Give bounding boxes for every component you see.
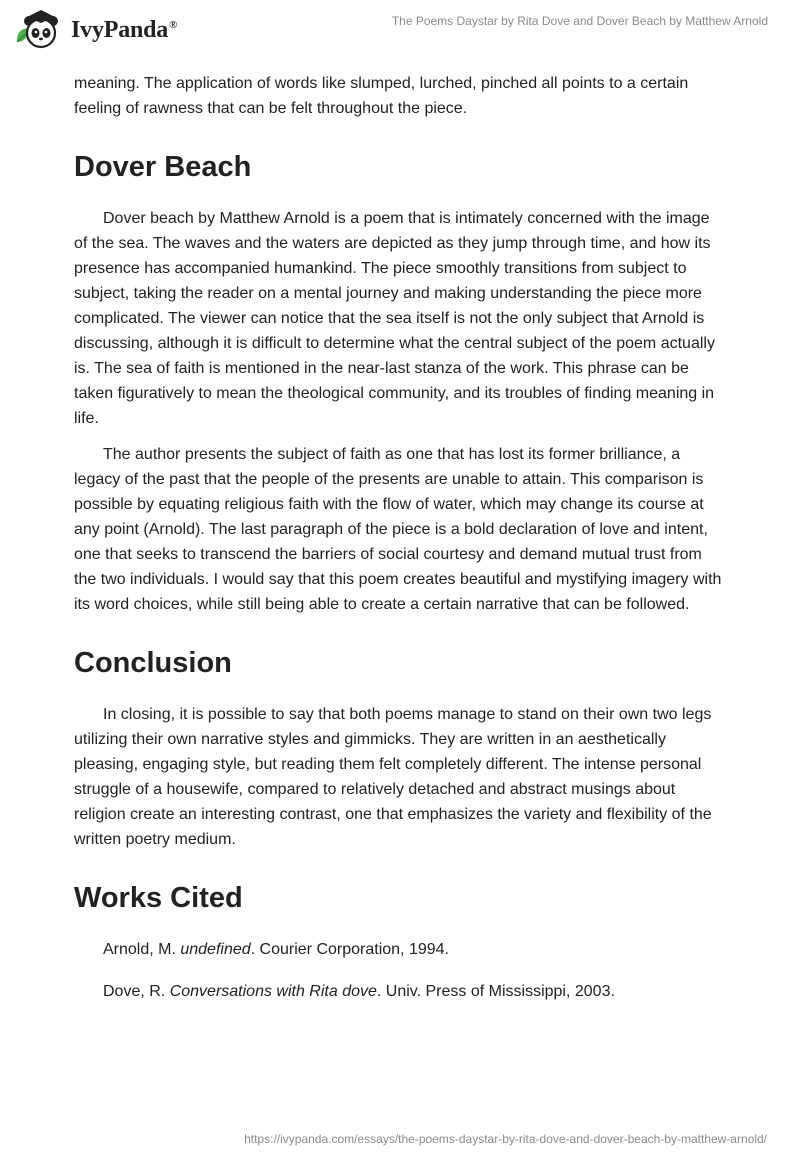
brand-name: IvyPanda® [71, 16, 178, 43]
document-title: The Poems Daystar by Rita Dove and Dover Beach by Matthew Arnold [391, 14, 768, 28]
section-heading-conclusion: Conclusion [74, 647, 232, 679]
citation-publisher: . Courier Corporation, 1994. [250, 941, 449, 958]
paragraph: The author presents the subject of faith as one that has lost its former brilliance, a legacy of the past that the people of the presents are unable to attain. This comparison is possible by equating religious faith with the flow of water, which may change its course at any point (Arnold). The last paragraph of the piece is a bold declaration of love and intent, one that seeks to transcend the barriers of social courtesy and demand mutual trust from the two individuals. I would say that this poem creates beautiful and mystifying imagery with its word choices, while still being able to create a certain narrative that can be followed. [74, 446, 722, 613]
panda-icon [14, 8, 66, 52]
section-heading-dover-beach: Dover Beach [74, 151, 252, 183]
citation-publisher: . Univ. Press of Mississippi, 2003. [376, 983, 615, 1000]
citation-author: Dove, R. [103, 983, 170, 1000]
citation-title: Conversations with Rita dove [169, 983, 377, 1000]
article-body [74, 71, 724, 1021]
source-url-link[interactable]: https://ivypanda.com/essays/the-poems-daystar-by-rita-dove-and-dover-beach-by-matthew-arnold/ [244, 1132, 767, 1146]
citation-author: Arnold, M. [103, 941, 181, 958]
paragraph: Dover beach by Matthew Arnold is a poem that is intimately concerned with the image of the sea. The waves and the waters are depicted as they jump through time, and how its presence has accompanied humankind. The piece smoothly transitions from subject to subject, taking the reader on a mental journey and making understanding the piece more complicated. The viewer can notice that the sea itself is not the only subject that Arnold is discussing, although it is difficult to determine what the central subject of the poem actually is. The sea of faith is mentioned in the near-last stanza of the work. This phrase can be taken figuratively to mean the theological community, and its troubles of finding meaning in life. [74, 210, 715, 427]
citation-entry [103, 937, 724, 962]
paragraph: In closing, it is possible to say that both poems manage to stand on their own two legs utilizing their own narrative styles and gimmicks. They are written in an aesthetically pleasing, engaging style, but reading them felt completely different. The intense personal struggle of a housewife, compared to relatively detached and abstract musings about religion create an interesting contrast, one that emphasizes the variety and flexibility of the written poetry medium. [74, 706, 712, 848]
section-heading-works-cited: Works Cited [74, 882, 243, 914]
citation-title: undefined [180, 941, 251, 958]
intro-paragraph: meaning. The application of words like slumped, lurched, pinched all points to a certain feeling of rawness that can be felt throughout the piece. [74, 75, 689, 117]
brand-logo[interactable] [14, 8, 177, 52]
citation-entry [103, 979, 724, 1004]
